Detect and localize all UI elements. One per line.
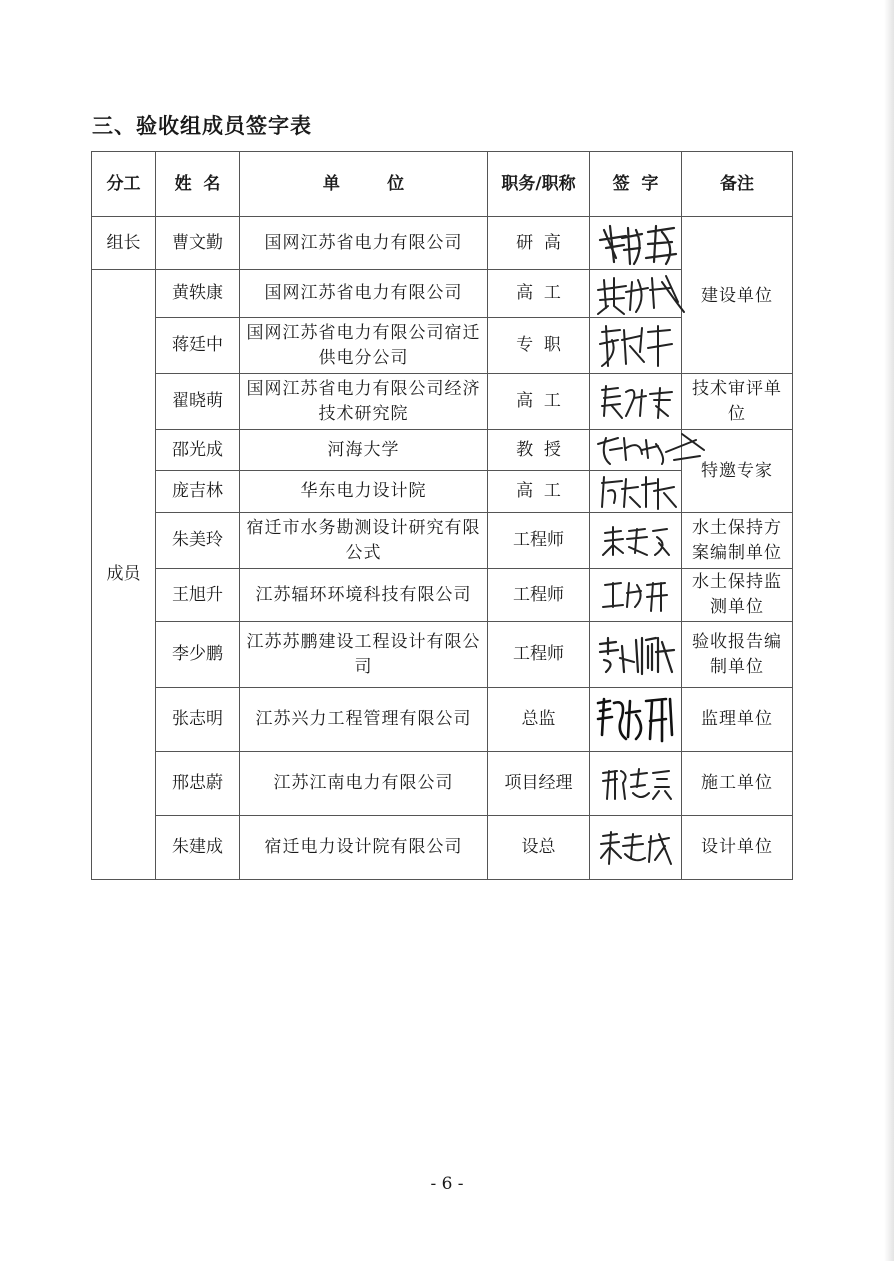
title-cell: 项目经理 xyxy=(488,752,590,816)
name-cell: 曹文勤 xyxy=(156,217,240,270)
header-title: 职务/职称 xyxy=(488,152,590,217)
name-cell: 张志明 xyxy=(156,688,240,752)
unit-cell: 河海大学 xyxy=(240,430,488,471)
division-cell: 成员 xyxy=(92,270,156,880)
unit-cell: 宿迁电力设计院有限公司 xyxy=(240,816,488,880)
signature-cell xyxy=(590,688,682,752)
signature-cell xyxy=(590,513,682,569)
name-cell: 黄轶康 xyxy=(156,270,240,318)
note-cell: 技术审评单位 xyxy=(682,374,793,430)
name-cell: 王旭升 xyxy=(156,569,240,622)
handwritten-signature xyxy=(596,632,676,678)
title-cell: 总监 xyxy=(488,688,590,752)
header-name: 姓 名 xyxy=(156,152,240,217)
handwritten-signature xyxy=(596,272,686,316)
title-cell: 工程师 xyxy=(488,513,590,569)
title-cell: 工程师 xyxy=(488,622,590,688)
header-signature: 签 字 xyxy=(590,152,682,217)
unit-cell: 国网江苏省电力有限公司 xyxy=(240,270,488,318)
unit-cell: 江苏江南电力有限公司 xyxy=(240,752,488,816)
title-cell: 工程师 xyxy=(488,569,590,622)
header-note: 备注 xyxy=(682,152,793,217)
note-cell: 水土保持监测单位 xyxy=(682,569,793,622)
unit-cell: 宿迁市水务勘测设计研究有限公式 xyxy=(240,513,488,569)
handwritten-signature xyxy=(596,218,682,268)
note-cell: 施工单位 xyxy=(682,752,793,816)
header-division: 分工 xyxy=(92,152,156,217)
signature-cell xyxy=(590,270,682,318)
division-cell: 组长 xyxy=(92,217,156,270)
handwritten-signature xyxy=(596,430,706,470)
handwritten-signature xyxy=(601,523,671,559)
handwritten-signature xyxy=(596,473,680,511)
section-title: 三、验收组成员签字表 xyxy=(92,114,312,138)
name-cell: 邢忠蔚 xyxy=(156,752,240,816)
name-cell: 李少鹏 xyxy=(156,622,240,688)
handwritten-signature xyxy=(596,382,676,422)
title-cell: 高 工 xyxy=(488,471,590,513)
name-cell: 庞吉林 xyxy=(156,471,240,513)
title-cell: 设总 xyxy=(488,816,590,880)
signature-cell xyxy=(590,816,682,880)
unit-cell: 江苏苏鹏建设工程设计有限公司 xyxy=(240,622,488,688)
table-row xyxy=(92,752,793,816)
header-unit: 单 位 xyxy=(240,152,488,217)
signature-cell xyxy=(590,752,682,816)
table-row xyxy=(92,513,793,569)
title-cell: 高 工 xyxy=(488,270,590,318)
table-row xyxy=(92,270,793,318)
note-cell: 验收报告编制单位 xyxy=(682,622,793,688)
unit-cell: 江苏辐环环境科技有限公司 xyxy=(240,569,488,622)
table-row xyxy=(92,622,793,688)
signature-cell xyxy=(590,318,682,374)
unit-cell: 国网江苏省电力有限公司经济技术研究院 xyxy=(240,374,488,430)
signature-cell xyxy=(590,217,682,270)
handwritten-signature xyxy=(596,322,676,370)
name-cell: 蒋廷中 xyxy=(156,318,240,374)
unit-cell: 华东电力设计院 xyxy=(240,471,488,513)
signature-cell xyxy=(590,622,682,688)
note-cell: 监理单位 xyxy=(682,688,793,752)
note-cell: 设计单位 xyxy=(682,816,793,880)
handwritten-signature xyxy=(599,828,673,868)
name-cell: 朱美玲 xyxy=(156,513,240,569)
signature-cell xyxy=(590,471,682,513)
signature-cell xyxy=(590,430,682,471)
table-header-row xyxy=(92,152,793,217)
table-row xyxy=(92,217,793,270)
handwritten-signature xyxy=(596,695,680,745)
unit-cell: 国网江苏省电力有限公司宿迁供电分公司 xyxy=(240,318,488,374)
signature-cell xyxy=(590,569,682,622)
handwritten-signature xyxy=(601,577,671,613)
note-cell: 特邀专家 xyxy=(682,430,793,513)
table-row xyxy=(92,430,793,471)
note-cell: 建设单位 xyxy=(682,270,793,374)
name-cell: 邵光成 xyxy=(156,430,240,471)
name-cell: 朱建成 xyxy=(156,816,240,880)
title-cell: 研 高 xyxy=(488,217,590,270)
unit-cell: 江苏兴力工程管理有限公司 xyxy=(240,688,488,752)
title-cell: 高 工 xyxy=(488,374,590,430)
table-row xyxy=(92,816,793,880)
signature-cell xyxy=(590,374,682,430)
handwritten-signature xyxy=(599,765,673,803)
name-cell: 翟晓萌 xyxy=(156,374,240,430)
page-edge-shadow xyxy=(884,0,894,1261)
title-cell: 专 职 xyxy=(488,318,590,374)
page-number: - 6 - xyxy=(430,1174,464,1194)
table-row xyxy=(92,374,793,430)
table-row xyxy=(92,688,793,752)
signature-table xyxy=(91,151,793,880)
table-row xyxy=(92,569,793,622)
title-cell: 教 授 xyxy=(488,430,590,471)
unit-cell: 国网江苏省电力有限公司 xyxy=(240,217,488,270)
note-cell-empty xyxy=(682,217,793,270)
note-cell: 水土保持方案编制单位 xyxy=(682,513,793,569)
